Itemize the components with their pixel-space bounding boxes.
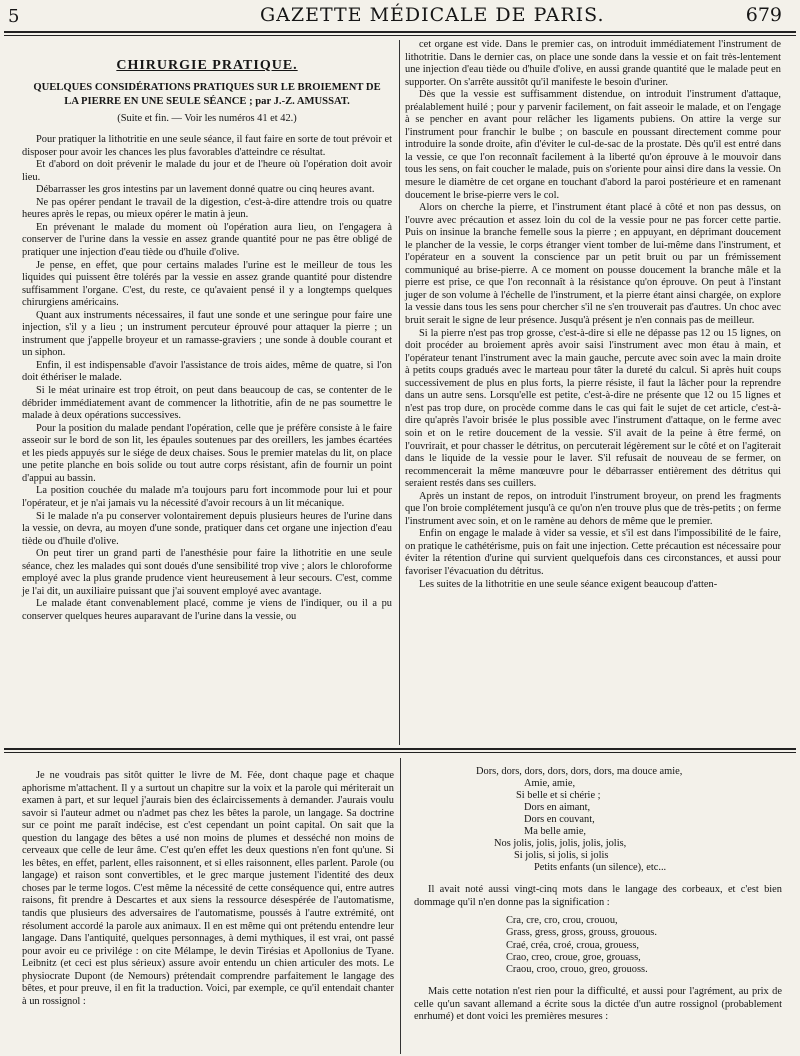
- article-title: [22, 81, 392, 109]
- article-paragraph: Débarrasser les gros intestins par un lavement donné quatre ou cinq heures avant.: [36, 184, 375, 196]
- feuilleton-paragraph: Je ne voudrais pas sitôt quitter le livre de M. Fée, dont chaque page et chaque aphorisme m'attachent. Il y a surtout un chapitre sur la voix et la parole qui mériterait un examen à part, et sur lequel j'aurais bien des éclaircissements à demander. J'aurais voulu savoir si l'auteur admet ou n'admet pas chez les bêtes la parole, un langage. Sa doctrine sur ce point me paraît indécise, est c'est cependant un point capital. On sait que la question du langage des bêtes a usé non moins de plumes et desséché non moins de cerveaux que celle de leur âme. C'est qu'en effet les deux questions n'en font qu'une. Si les bêtes, en effet, parlent, elles raisonnent, et si elles raisonnent, elles parlent. Parole (ou langage) et raison sont convertibles, et le grec marque justement l'identité des deux choses par le terme logos. C'est même la nécessité de cette conséquence qui, entre autres raisons, fit prendre à Descartes et aux siens la ressource désespérée de l'automatisme, tandis que plusieurs des adversaires de l'automatisme, poussés à l'autre extrémité, ont résolument accordé la parole aux animaux. Il en est même qui ont prétendu entendre leur langage. Dans l'antiquité, quelques personnages, à demi mythiques, il est vrai, ont passé pour avoir eu ce privilége : on cite Mélampe, le devin Tirésias et Apollonius de Tyane. Leibnitz (et ceci est plus sérieux) assure avoir entendu un chien articuler des mots. Le physiocrate Dupont (de Nemours) prétendait comprendre parfaitement le langage des bêtes, et pour preuve, il en fit la traduction. Voici, par exemple, ce qu'il entendait chanter à un rossignol :: [22, 770, 394, 1007]
- article-paragraph: Je pense, en effet, que pour certains malades l'urine est le meilleur de tous les liquides qui puissent être tolérés par la vessie en assez grande quantité pour distendre suffisamment l'organe. C'est, du reste, ce qu'avaient pensé il y a longtemps quelques chirurgiens américains.: [22, 259, 392, 309]
- journal-title: GAZETTE MÉDICALE DE PARIS.: [260, 4, 605, 26]
- article-paragraph: Dès que la vessie est suffisamment distendue, on introduit l'instrument d'attaque, préalablement huilé ; pour y parvenir facilement, on fait asseoir le malade, et on l'engage à se pencher en avant pour relâcher les ligaments pubiens. On attire la verge sur l'instrument pour franchir le bulbe ; on bascule en poussant directement comme pour introduire la sonde droite, afin d'éviter le cul-de-sac de la prostate. Dès qu'il est entré dans la vessie, ce que l'on reconnaît facilement à la liberté qu'on éprouve à le mouvoir dans tous les sens, on fait coucher le malade, puis on s'oriente pour ainsi dire dans la vessie. On mesure le diamètre de cet organe en touchant d'abord la paroi postérieure et en ramenant doucement le brise-pierre vers le col.: [405, 89, 781, 201]
- page-mark: 5: [8, 6, 20, 27]
- feuilleton-rule: [4, 748, 796, 750]
- article-paragraph: Enfin on engage le malade à vider sa vessie, et s'il est dans l'impossibilité de le faire, on pratique le cathétérisme, puis on fait une injection. Cette précaution est nécessaire pour éviter la rétention d'urine qui survient quelquefois dans ces circonstances, et aussi pour favoriser l'évacuation du détritus.: [405, 528, 781, 577]
- poem-line: Si jolis, si jolis, si jolis: [514, 850, 609, 861]
- feuilleton-column-right: [414, 760, 782, 1024]
- article-paragraph: On peut tirer un grand parti de l'anesthésie pour faire la lithotritie en une seule séance, chez les malades qui sont doués d'une sensibilité trop vive ; alors le chloroforme employé avec la plus grande prudence vient heureusement à leur secours. C'est, comme je l'ai dit, un auxiliaire puissant que j'ai souvent employé avec avantage.: [22, 548, 392, 597]
- feuilleton-column-left: [22, 770, 394, 1008]
- crow-words: [414, 915, 782, 976]
- article-paragraph: Ne pas opérer pendant le travail de la digestion, c'est-à-dire attendre trois ou quatre heures après le repas, ou mieux opérer le matin à jeun.: [22, 196, 392, 221]
- page-number: 679: [745, 4, 782, 26]
- page-header: [0, 0, 800, 44]
- poem-line: Petits enfants (un silence), etc...: [534, 862, 667, 873]
- article-left-paragraphs: [22, 134, 392, 623]
- author-name: AMUSSAT.: [296, 95, 350, 107]
- article-title-line1: QUELQUES CONSIDÉRATIONS PRATIQUES SUR LE BROIEMENT DE: [33, 81, 381, 93]
- feuilleton-rule-thin: [4, 752, 796, 753]
- article-title-line2: LA PIERRE EN UNE SEULE SÉANCE ; par J.-Z. AMUSSAT.: [64, 95, 350, 107]
- article-paragraph: cet organe est vide. Dans le premier cas, on introduit immédiatement l'instrument de lithotritie. Dans le dernier cas, on place une sonde dans la vessie et on fait très-lentement une injection d'eau tiède ou d'huile d'olive, en aussi grande quantité que le malade peut en supporter. On s'arrête aussitôt qu'il manifeste le besoin d'uriner.: [405, 39, 781, 88]
- crow-word-line: Cra, cre, cro, crou, crouou,: [506, 915, 618, 927]
- article-paragraph: En prévenant le malade du moment où l'opération aura lieu, on l'engagera à conserver de l'urine dans la vessie en assez grande quantité pour ne pas être obligé de pratiquer une injection d'eau tiède ou d'huile d'olive.: [22, 221, 392, 259]
- article-paragraph: La position couchée du malade m'a toujours paru fort incommode pour lui et pour l'opérateur, et je n'ai jamais vu la nécessité d'avoir recours à un lit mécanique.: [22, 485, 392, 509]
- crow-word-line: Craou, croo, crouo, greo, grouoss.: [506, 963, 648, 975]
- article-paragraph: Quant aux instruments nécessaires, il faut une sonde et une seringue pour faire une injection, s'il y a lieu ; un instrument percuteur éprouvé pour attaquer la pierre ; un instrument que j'appelle broyeur et un ramasse-graviers ; une sonde à double courant et un siphon.: [22, 309, 392, 359]
- poem-line: Ma belle amie,: [524, 826, 587, 837]
- poem-line: Dors en aimant,: [524, 802, 591, 813]
- article-paragraph: Pour pratiquer la lithotritie en une seule séance, il faut faire en sorte de tout prévoir et disposer pour avoir les chances les plus favorables d'atteindre ce résultat.: [22, 134, 392, 158]
- article-paragraph: Si le méat urinaire est trop étroit, on peut dans beaucoup de cas, se contenter de le débrider immédiatement avant de commencer la lithotritie, afin de ne pas soumettre le malade à deux opérations successives.: [22, 385, 392, 422]
- poem-line: Amie, amie,: [524, 778, 576, 789]
- poem-line: Nos jolis, jolis, jolis, jolis, jolis,: [494, 838, 627, 849]
- article-paragraph: Et d'abord on doit prévenir le malade du jour et de l'heure où l'opération doit avoir lieu.: [22, 159, 392, 183]
- nightingale-poem: [414, 766, 782, 874]
- crow-intro: Il avait noté aussi vingt-cinq mots dans le langage des corbeaux, et c'est bien dommage qu'il n'en donne pas la signification :: [414, 884, 782, 908]
- crow-word-line: Grass, gress, gross, grouss, grouous.: [506, 927, 657, 939]
- column-divider-bottom: [400, 758, 401, 1054]
- poem-line: Dors, dors, dors, dors, dors, dors, ma douce amie,: [476, 766, 683, 777]
- poem-line: Dors en couvant,: [524, 814, 595, 825]
- crow-word-line: Craé, créa, croé, croua, grouess,: [506, 939, 639, 951]
- article-paragraph: Les suites de la lithotritie en une seule séance exigent beaucoup d'atten-: [419, 578, 718, 590]
- article-paragraph: Enfin, il est indispensable d'avoir l'assistance de trois aides, même de quatre, si l'on doit éthériser le malade.: [22, 359, 392, 384]
- article-paragraph: Après un instant de repos, on introduit l'instrument broyeur, on prend les fragments que l'on broie complétement jusqu'à ce qu'on n'en trouve plus que de très-petits ; on ferme l'instrument avec soin, et on le ramène au dehors de même que le premier.: [405, 490, 781, 527]
- article-paragraph: Alors on cherche la pierre, et l'instrument étant placé à côté et non pas dessus, on l'ouvre avec précaution et assez loin du col de la vessie pour ne pas forcer cette partie. Puis on insinue la branche femelle sous la pierre ; en appuyant, en déprimant doucement le plancher de la vessie, le corps étranger vient tomber de lui-même dans l'instrument, et l'opérateur en a souvent la conscience par un petit bruit ou par un frémissement communiqué au brise-pierre. A ce moment on pousse doucement la branche mâle et la pierre est prise, ce que l'on reconnaît à la résistance qu'on éprouve. On peut à l'instant juger de son volume à l'échelle de l'instrument, et la pierre étant ainsi chargée, on explore la vessie dans tous les sens pour chercher s'il ne s'en trouverait pas d'autres. Un choc avec bruit serait le signe de leur présence. Jusqu'à présent je n'en connais pas de meilleur.: [405, 202, 781, 327]
- article-column-right: [405, 39, 781, 591]
- section-heading: CHIRURGIE PRATIQUE.: [116, 58, 298, 73]
- column-divider-top: [399, 40, 400, 745]
- article-paragraph: Pour la position du malade pendant l'opération, celle que je préfère consiste à le faire asseoir sur le bord de son lit, les épaules soutenues par des oreillers, les jambes écartées et les pieds appuyés sur le siége de deux chaises. Sous le premier matelas du lit, on place une petite planche en bois solide ou tout autre corps résistant, afin de fournir un point d'appui au bassin.: [22, 422, 392, 484]
- continuation-note: (Suite et fin. — Voir les numéros 41 et 42.): [117, 112, 297, 124]
- article-column-left: [22, 60, 392, 623]
- article-paragraph: Le malade étant convenablement placé, comme je viens de l'indiquer, ou il a pu conserver quelques heures auparavant de l'urine dans la vessie, ou: [22, 598, 392, 622]
- header-rule: [4, 31, 796, 33]
- article-right-paragraphs: [405, 39, 781, 591]
- article-paragraph: Si le malade n'a pu conserver volontairement depuis plusieurs heures de l'urine dans la vessie, on devra, au moyen d'une sonde, pratiquer dans cet organe une injection d'eau tiède ou d'huile d'olive.: [22, 510, 392, 547]
- article-paragraph: Si la pierre n'est pas trop grosse, c'est-à-dire si elle ne dépasse pas 12 ou 15 lignes, on doit procéder au broiement après avoir saisi l'instrument avec mon étau à main, et l'opérateur tenant l'instrument avec la main gauche, percute avec soin avec la main droite à petits coups gradués avec le marteau pour tâter la dureté du calcul. Si après huit coups successivement de plus en plus forts, la pierre résiste, il faut la lâcher pour la reprendre dans un autre sens. Lorsqu'elle est petite, c'est-à-dire ne présente que 12 ou 15 lignes et n'est pas trop dure, on procède comme dans le cas qui fait le sujet de cet article, c'est-à-dire qu'après l'avoir brisée le plus possible avec l'instrument d'attaque, on le ferme avec soin et on le retire doucement de la vessie. S'il avait de la peine à être fermé, on l'ouvrirait, et pour chasser le détritus, on percuterait légèrement sur le côté et on l'agiterait dans le liquide de la vessie pour le laver. S'il refusait de nouveau de se fermer, on recommencerait la même manœuvre pour le débarrasser entièrement des détritus qui seraient restés dans ses cuillers.: [405, 327, 781, 490]
- header-rule-thin: [4, 35, 796, 36]
- poem-line: Si belle et si chérie ;: [516, 790, 601, 801]
- closing-paragraph: Mais cette notation n'est rien pour la difficulté, et aussi pour l'agrément, au prix de celle qu'un savant allemand a écrite sous la dictée d'un autre rossignol (probablement enrhumé) et dont voici les premières mesures :: [414, 986, 782, 1023]
- crow-word-line: Crao, creo, croue, groe, grouass,: [506, 951, 641, 963]
